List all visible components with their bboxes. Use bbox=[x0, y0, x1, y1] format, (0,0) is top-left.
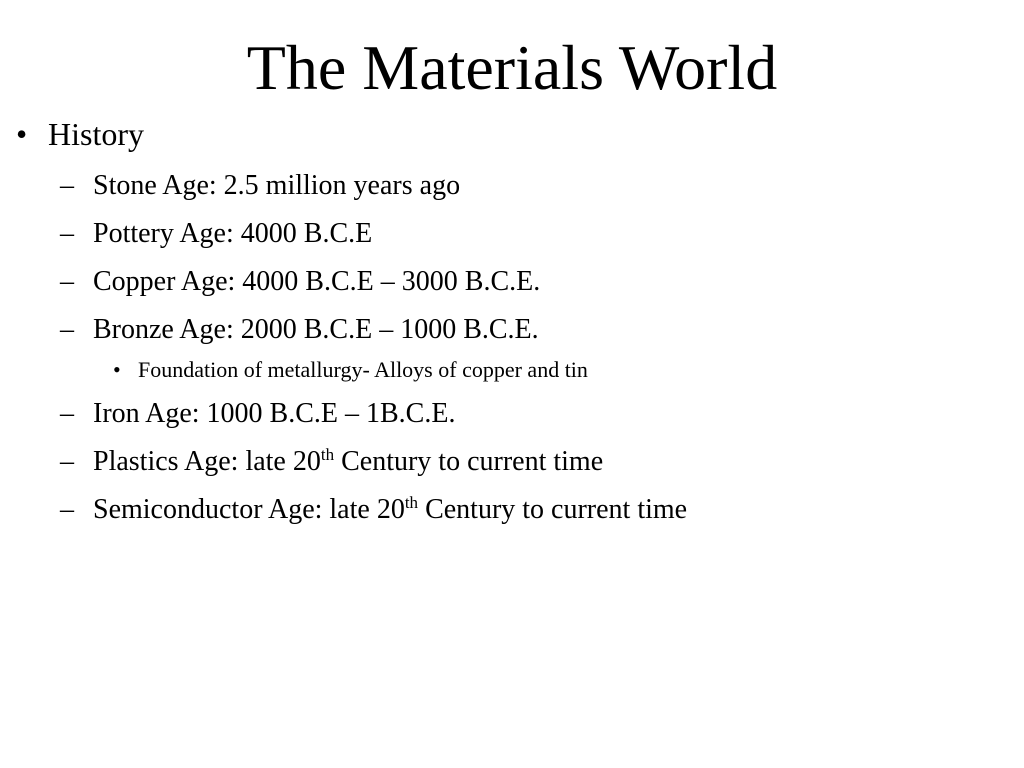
dash-marker: – bbox=[60, 266, 74, 297]
sub-bullet-text: Stone Age: 2.5 million years ago bbox=[93, 170, 461, 201]
sub-bullet-stone-age bbox=[0, 168, 1024, 204]
bullet-history bbox=[0, 112, 1024, 156]
superscript: th bbox=[320, 445, 335, 464]
sub-bullet-plastics-age bbox=[0, 444, 1024, 480]
text-post: Century to current time bbox=[418, 494, 688, 525]
dash-marker: – bbox=[60, 170, 74, 201]
text-post: Century to current time bbox=[334, 446, 604, 477]
dash-marker: – bbox=[60, 494, 74, 525]
sub-bullet-bronze-age bbox=[0, 312, 1024, 348]
sub-bullet-pottery-age bbox=[0, 216, 1024, 252]
sub-bullet-text: Bronze Age: 2000 B.C.E – 1000 B.C.E. bbox=[93, 314, 539, 345]
sub-sub-bullet-metallurgy bbox=[0, 356, 1024, 384]
sub-bullet-text bbox=[93, 446, 603, 477]
sub-bullet-semiconductor-age bbox=[0, 492, 1024, 528]
sub-bullet-text: Copper Age: 4000 B.C.E – 3000 B.C.E. bbox=[93, 266, 541, 297]
sub-sub-bullet-text: Foundation of metallurgy- Alloys of copper and tin bbox=[138, 357, 588, 382]
bullet-marker: • bbox=[113, 357, 121, 382]
sub-bullet-text bbox=[93, 494, 687, 525]
text-pre: Semiconductor Age: late 20 bbox=[93, 494, 405, 525]
bullet-text: History bbox=[48, 116, 144, 152]
dash-marker: – bbox=[60, 446, 74, 477]
slide-content bbox=[0, 112, 1024, 528]
slide-title: The Materials World bbox=[246, 32, 778, 103]
sub-bullet-iron-age bbox=[0, 396, 1024, 432]
dash-marker: – bbox=[60, 398, 74, 429]
sub-bullet-text: Iron Age: 1000 B.C.E – 1B.C.E. bbox=[93, 398, 456, 429]
dash-marker: – bbox=[60, 314, 74, 345]
text-pre: Plastics Age: late 20 bbox=[93, 446, 321, 477]
superscript: th bbox=[404, 493, 419, 512]
dash-marker: – bbox=[60, 218, 74, 249]
bullet-marker: • bbox=[16, 116, 28, 152]
sub-bullet-text: Pottery Age: 4000 B.C.E bbox=[93, 218, 373, 249]
sub-bullet-copper-age bbox=[0, 264, 1024, 300]
